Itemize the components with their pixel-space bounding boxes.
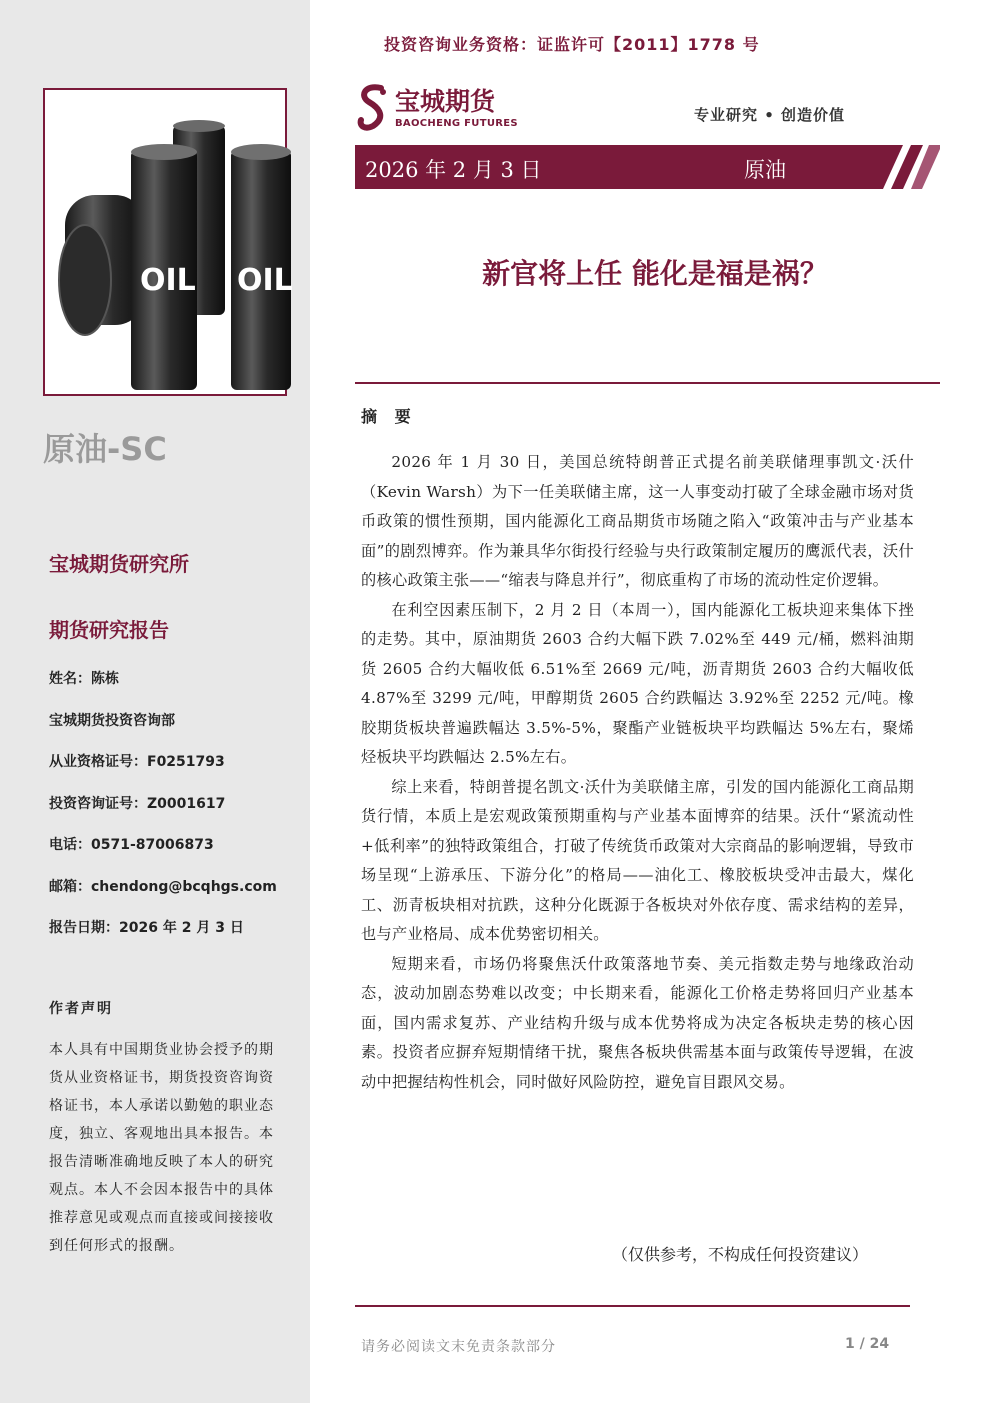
qualification-number: 从业资格证号：F0251793 <box>49 754 225 770</box>
sidebar <box>0 0 310 1403</box>
banner-date: 2026 年 2 月 3 日 <box>365 158 542 182</box>
abstract-heading: 摘 要 <box>361 407 417 426</box>
banner-category: 原油 <box>744 158 786 182</box>
abstract-paragraph: 在利空因素压制下，2 月 2 日（本周一），国内能源化工板块迎来集体下挫的走势。其中，原油期货 2603 合约大幅下跌 7.02%至 449 元/桶，燃料油期货 2605 合约大幅收低 6.51%至 2669 元/吨，沥青期货 2603 合约大幅收低 4.87%至 3299 元/吨，甲醇期货 2605 合约跌幅达 3.92%至 2252 元/吨。橡胶期货板块普遍跌幅达 3.5%-5%，聚酯产业链板块平均跌幅达 5%左右，聚烯烃板块平均跌幅达 2.5%左右。 <box>361 600 914 766</box>
footer-notice: 请务必阅读文末免责条款部分 <box>361 1339 556 1355</box>
report-type: 期货研究报告 <box>49 618 169 642</box>
date-banner <box>355 145 940 189</box>
slogan: 专业研究 • 创造价值 <box>694 106 846 124</box>
investment-disclaimer: （仅供参考，不构成任何投资建议） <box>612 1245 869 1264</box>
cover-label: OIL <box>140 263 196 298</box>
title-divider <box>355 382 940 384</box>
commodity-title: 原油-SC <box>43 430 167 468</box>
institute-name: 宝城期货研究所 <box>49 552 189 576</box>
abstract-paragraph: 2026 年 1 月 30 日，美国总统特朗普正式提名前美联储理事凯文·沃什（Kevin Warsh）为下一任美联储主席，这一人事变动打破了全球金融市场对货币政策的惯性预期，国内能源化工商品期货市场随之陷入“政策冲击与产业基本面”的剧烈博弈。作为兼具华尔街投行经验与央行政策制定履历的鹰派代表，沃什的核心政策主张——“缩表与降息并行”，彻底重构了市场的流动性定价逻辑。 <box>361 453 914 589</box>
author-name: 姓名：陈栋 <box>49 671 119 687</box>
phone: 电话：0571-87006873 <box>49 837 214 853</box>
department: 宝城期货投资咨询部 <box>49 713 175 729</box>
svg-text:OIL: OIL <box>237 263 293 298</box>
logo-text-cn: 宝城期货 <box>395 87 496 116</box>
report-date: 报告日期：2026 年 2 月 3 日 <box>49 920 244 936</box>
logo-text-en: BAOCHENG FUTURES <box>395 118 518 129</box>
company-logo <box>355 82 525 134</box>
abstract-paragraph: 短期来看，市场仍将聚焦沃什政策落地节奏、美元指数走势与地缘政治动态，波动加剧态势难以改变；中长期来看，能源化工价格走势将回归产业基本面，国内需求复苏、产业结构升级与成本优势将成为决定各板块走势的核心因素。投资者应摒弃短期情绪干扰，聚焦各板块供需基本面与政策传导逻辑，在波动中把握结构性机会，同时做好风险防控，避免盲目跟风交易。 <box>361 954 914 1091</box>
report-title: 新官将上任 能化是福是祸？ <box>482 257 828 290</box>
footer-divider <box>355 1305 910 1307</box>
email: 邮箱：chendong@bcqhgs.com <box>49 879 277 895</box>
consulting-number: 投资咨询证号：Z0001617 <box>49 796 226 812</box>
abstract-paragraph: 综上来看，特朗普提名凯文·沃什为美联储主席，引发的国内能源化工商品期货行情，本质上是宏观政策预期重构与产业基本面博弈的结果。沃什“紧流动性+低利率”的独特政策组合，打破了传统货币政策对大宗商品的影响逻辑，导致市场呈现“上游承压、下游分化”的格局——油化工、橡胶板块受冲击最大，煤化工、沥青板块相对抗跌，这种分化既源于各板块对外依存度、需求结构的差异，也与产业格局、成本优势密切相关。 <box>361 777 914 943</box>
page-number: 1 / 24 <box>845 1336 890 1352</box>
declaration-body: 本人具有中国期货业协会授予的期货从业资格证书，期货投资咨询资格证书，本人承诺以勤勉的职业态度，独立、客观地出具本报告。本报告清晰准确地反映了本人的研究观点。本人不会因本报告中的具体推荐意见或观点而直接或间接接收到任何形式的报酬。 <box>49 1042 274 1254</box>
logo-mark-icon <box>355 82 391 132</box>
oil-barrels-illustration <box>45 90 293 394</box>
cover-image-oil-barrels <box>43 88 293 396</box>
abstract-body <box>361 448 914 1097</box>
license-line: 投资咨询业务资格：证监许可【2011】1778 号 <box>384 35 760 54</box>
declaration-title: 作者声明 <box>49 1001 113 1017</box>
